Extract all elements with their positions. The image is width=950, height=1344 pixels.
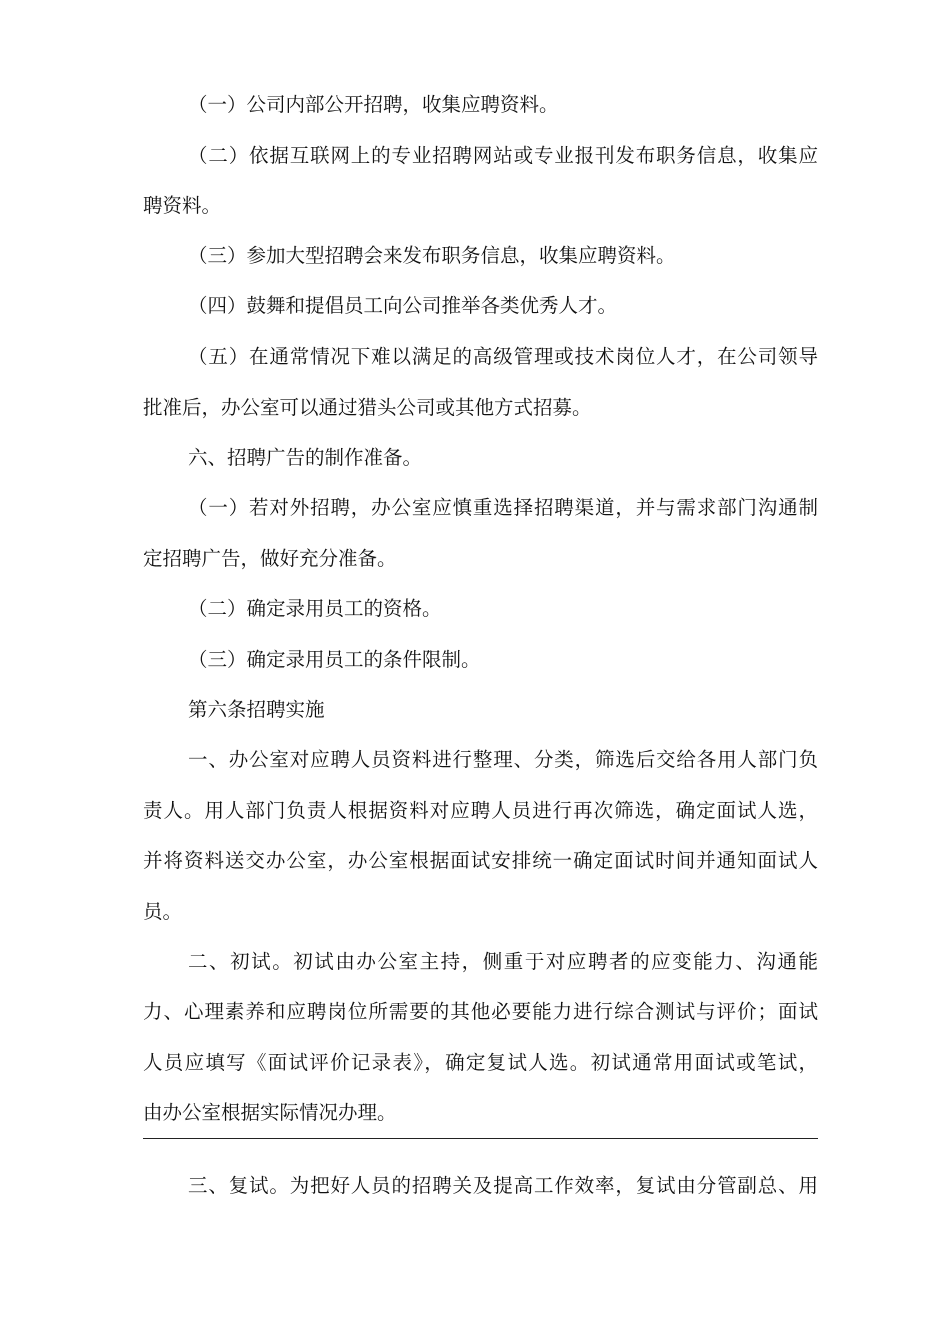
text-line: 人员应填写《面试评价记录表》，确定复试人选。初试通常用面试或笔试， (143, 1051, 818, 1074)
text-line: （二）依据互联网上的专业招聘网站或专业报刊发布职务信息，收集应 (188, 144, 818, 167)
article-heading: 第六条招聘实施 (188, 698, 325, 721)
text-line: 员。 (143, 900, 183, 923)
text-line: （二）确定录用员工的资格。 (188, 597, 442, 620)
text-line: （四）鼓舞和提倡员工向公司推举各类优秀人才。 (188, 294, 618, 317)
text-line: （三）参加大型招聘会来发布职务信息，收集应聘资料。 (188, 244, 676, 267)
text-line: 定招聘广告，做好充分准备。 (143, 547, 397, 570)
text-line: 聘资料。 (143, 194, 222, 217)
text-line: （一）若对外招聘，办公室应慎重选择招聘渠道，并与需求部门沟通制 (188, 496, 818, 519)
text-line: 力、心理素养和应聘岗位所需要的其他必要能力进行综合测试与评价；面试 (143, 1000, 818, 1023)
text-line: 由办公室根据实际情况办理。 (143, 1101, 397, 1124)
text-line: （三）确定录用员工的条件限制。 (188, 648, 481, 671)
horizontal-divider (143, 1138, 818, 1139)
text-line: 二、初试。初试由办公室主持，侧重于对应聘者的应变能力、沟通能 (188, 950, 818, 973)
text-line: 并将资料送交办公室，办公室根据面试安排统一确定面试时间并通知面试人 (143, 849, 818, 872)
text-line: 一、办公室对应聘人员资料进行整理、分类，筛选后交给各用人部门负 (188, 748, 818, 771)
section-heading: 六、招聘广告的制作准备。 (188, 446, 423, 469)
text-line: 批准后，办公室可以通过猎头公司或其他方式招募。 (143, 396, 592, 419)
text-line: 三、复试。为把好人员的招聘关及提高工作效率，复试由分管副总、用 (188, 1174, 818, 1197)
text-line: （五）在通常情况下难以满足的高级管理或技术岗位人才，在公司领导 (188, 345, 818, 368)
text-line: 责人。用人部门负责人根据资料对应聘人员进行再次筛选，确定面试人选， (143, 799, 818, 822)
text-line: （一）公司内部公开招聘，收集应聘资料。 (188, 93, 559, 116)
